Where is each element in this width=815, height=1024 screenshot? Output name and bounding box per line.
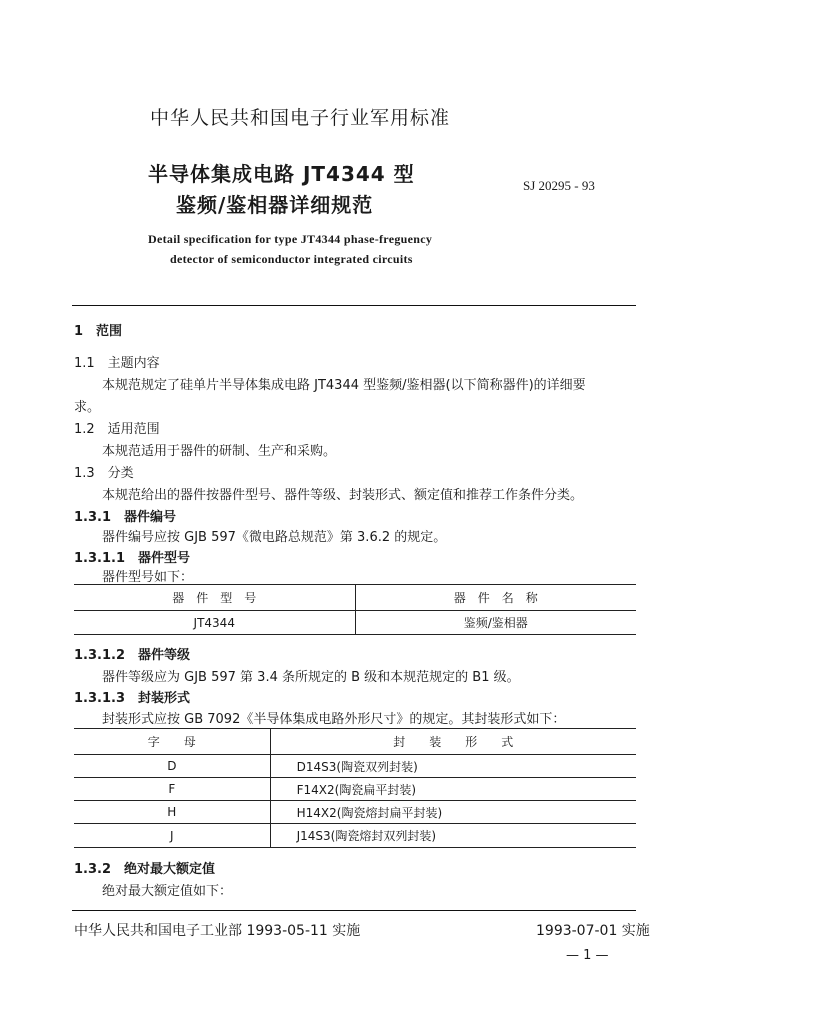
device-type-table (74, 584, 636, 635)
document-title-line-2: 鉴频/鉴相器详细规范 (176, 193, 374, 217)
package-type-table (74, 728, 636, 848)
section-1-3-1-2-heading: 1.3.1.2 器件等级 (74, 648, 190, 663)
package-table-row-letter: F (74, 778, 270, 801)
standard-category-title: 中华人民共和国电子行业军用标准 (150, 107, 451, 129)
package-table-row-form: F14X2(陶瓷扁平封装) (270, 778, 636, 801)
standard-code: SJ 20295 - 93 (523, 178, 595, 193)
section-1-2-heading: 1.2 适用范围 (74, 422, 160, 437)
package-table-row-form: J14S3(陶瓷熔封双列封装) (270, 824, 636, 848)
document-title-line-1: 半导体集成电路 JT4344 型 (148, 162, 415, 186)
page-number: — 1 — (566, 948, 609, 963)
package-table-row-letter: D (74, 755, 270, 778)
package-table-header-letter: 字 母 (74, 729, 270, 755)
section-1-heading: 1 范围 (74, 324, 123, 339)
device-table-header-name: 器 件 名 称 (355, 585, 636, 611)
section-1-2-paragraph: 本规范适用于器件的研制、生产和采购。 (102, 444, 337, 459)
section-1-3-1-2-paragraph: 器件等级应为 GJB 597 第 3.4 条所规定的 B 级和本规范规定的 B1 级。 (102, 670, 520, 685)
device-table-cell-type: JT4344 (74, 611, 355, 635)
section-1-3-1-1-paragraph: 器件型号如下： (102, 570, 194, 585)
section-1-3-1-paragraph: 器件编号应按 GJB 597《微电路总规范》第 3.6.2 的规定。 (102, 530, 447, 545)
device-table-cell-name: 鉴频/鉴相器 (355, 611, 636, 635)
section-1-1-paragraph-line-1: 本规范规定了硅单片半导体集成电路 JT4344 型鉴频/鉴相器(以下简称器件)的详细要 (102, 378, 586, 393)
package-table-row-form: H14X2(陶瓷熔封扁平封装) (270, 801, 636, 824)
package-table-row-letter: H (74, 801, 270, 824)
section-1-3-1-3-paragraph: 封装形式应按 GB 7092《半导体集成电路外形尺寸》的规定。其封装形式如下： (102, 712, 566, 727)
package-table-row-form: D14S3(陶瓷双列封装) (270, 755, 636, 778)
section-1-3-1-heading: 1.3.1 器件编号 (74, 510, 177, 525)
english-title-line-1: Detail specification for type JT4344 phase-freguency (148, 232, 433, 246)
section-1-3-2-heading: 1.3.2 绝对最大额定值 (74, 862, 216, 877)
footer-divider (72, 910, 636, 911)
package-table-row-letter: J (74, 824, 270, 848)
section-1-3-paragraph: 本规范给出的器件按器件型号、器件等级、封装形式、额定值和推荐工作条件分类。 (102, 488, 584, 503)
section-1-3-1-1-heading: 1.3.1.1 器件型号 (74, 551, 190, 566)
section-1-1-paragraph-line-2: 求。 (74, 400, 101, 415)
effective-date-text: 1993-07-01 实施 (536, 923, 650, 939)
english-title-line-2: detector of semiconductor integrated circuits (170, 252, 413, 266)
section-1-3-heading: 1.3 分类 (74, 466, 134, 481)
header-divider (72, 305, 636, 306)
package-table-header-form: 封 装 形 式 (270, 729, 636, 755)
section-1-3-1-3-heading: 1.3.1.3 封装形式 (74, 691, 190, 706)
section-1-1-heading: 1.1 主题内容 (74, 356, 160, 371)
device-table-header-type: 器 件 型 号 (74, 585, 355, 611)
section-1-3-2-paragraph: 绝对最大额定值如下： (102, 884, 233, 899)
issue-date-text: 中华人民共和国电子工业部 1993-05-11 实施 (74, 923, 361, 939)
